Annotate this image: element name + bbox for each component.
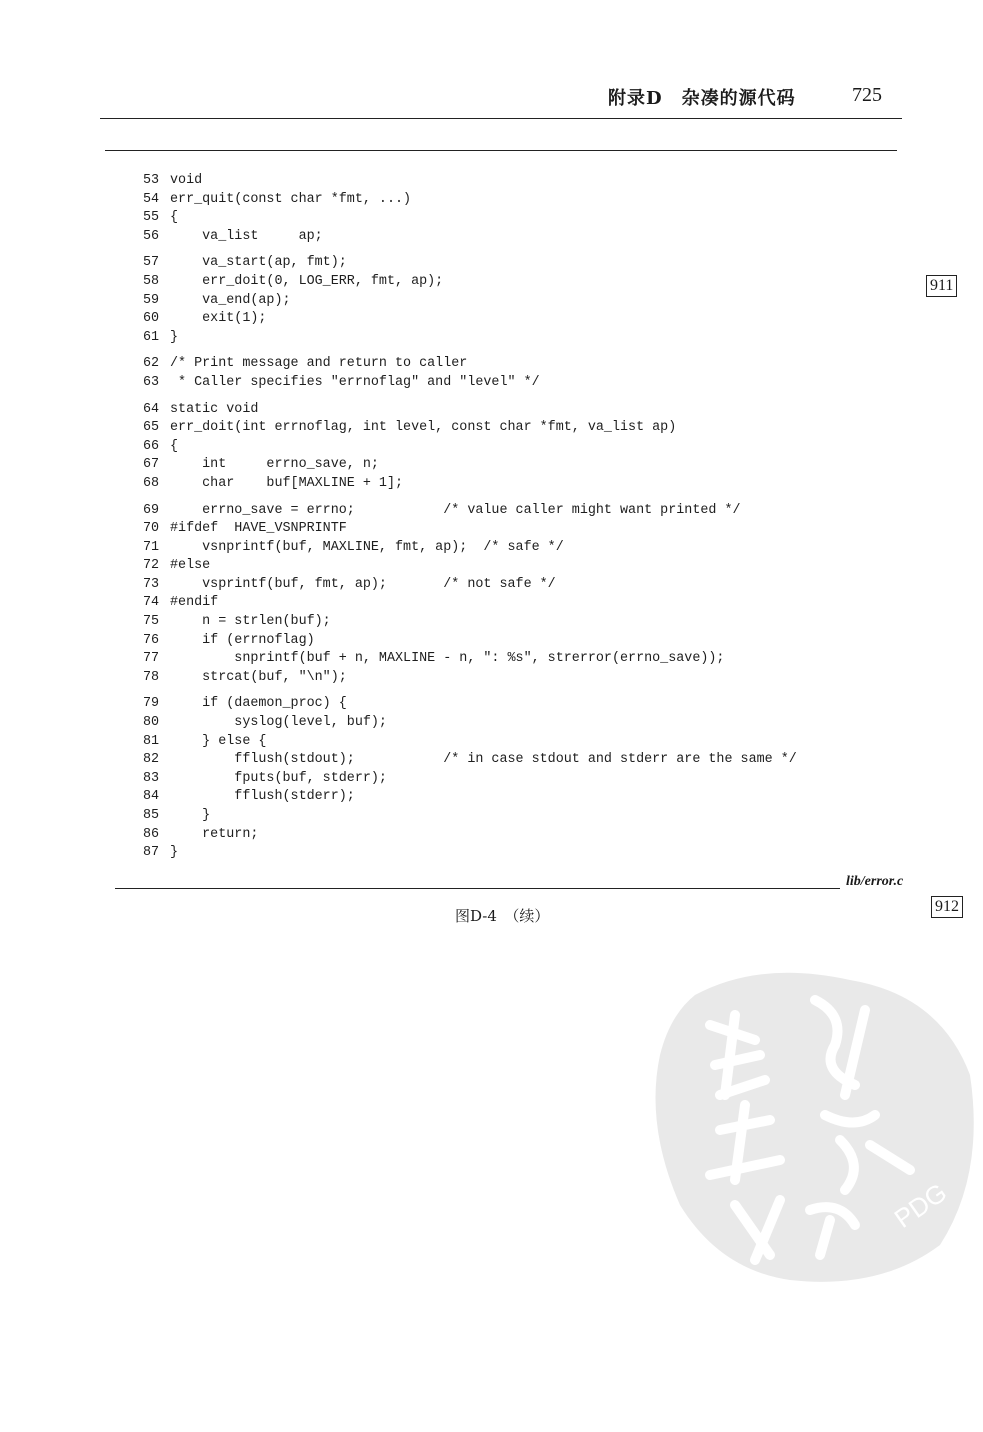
code-line <box>143 520 797 539</box>
code-line <box>143 355 797 374</box>
code-line <box>143 788 797 807</box>
code-line <box>143 254 797 273</box>
code-line <box>143 669 797 688</box>
line-number: 73 <box>143 576 160 592</box>
line-number: 77 <box>143 651 160 667</box>
code-line <box>143 438 797 457</box>
code-line <box>143 273 797 292</box>
line-number: 55 <box>143 210 160 226</box>
code-text: vsnprintf(buf, MAXLINE, fmt, ap); /* safe */ <box>170 539 564 555</box>
line-number: 54 <box>143 191 160 207</box>
code-line <box>143 329 797 348</box>
line-number: 59 <box>143 292 160 308</box>
margin-page-ref: 911 <box>926 275 957 297</box>
code-text: return; <box>170 826 259 842</box>
code-text: } <box>170 329 179 345</box>
watermark-text: PDG <box>888 1176 953 1234</box>
code-text: * Caller specifies "errnoflag" and "level" */ <box>170 374 540 390</box>
header-rule <box>100 118 902 119</box>
code-text: char buf[MAXLINE + 1]; <box>170 475 404 491</box>
code-text: if (daemon_proc) { <box>170 696 347 712</box>
code-text: static void <box>170 401 259 417</box>
code-text: va_end(ap); <box>170 292 291 308</box>
code-line <box>143 826 797 845</box>
code-text: fflush(stderr); <box>170 789 355 805</box>
line-number: 67 <box>143 457 160 473</box>
code-text: } <box>170 845 179 861</box>
line-number: 86 <box>143 826 160 842</box>
code-line <box>143 695 797 714</box>
line-number: 72 <box>143 558 160 574</box>
line-number: 60 <box>143 311 160 327</box>
line-number: 87 <box>143 845 160 861</box>
code-line <box>143 733 797 752</box>
code-line <box>143 844 797 863</box>
line-number: 64 <box>143 401 160 417</box>
line-number: 69 <box>143 502 160 518</box>
code-text: snprintf(buf + n, MAXLINE - n, ": %s", strerror(errno_save)); <box>170 651 725 667</box>
code-line <box>143 475 797 494</box>
line-number: 76 <box>143 632 160 648</box>
line-number: 70 <box>143 521 160 537</box>
code-text: va_list ap; <box>170 228 323 244</box>
line-number: 75 <box>143 614 160 630</box>
code-text: errno_save = errno; /* value caller might want printed */ <box>170 502 741 518</box>
code-top-rule <box>105 150 897 151</box>
line-number: 61 <box>143 329 160 345</box>
code-line <box>143 613 797 632</box>
code-text: #endif <box>170 595 219 611</box>
line-number: 71 <box>143 539 160 555</box>
code-line <box>143 576 797 595</box>
code-text: err_doit(0, LOG_ERR, fmt, ap); <box>170 273 444 289</box>
line-number: 66 <box>143 438 160 454</box>
file-label: lib/error.c <box>846 874 904 889</box>
line-number: 62 <box>143 356 160 372</box>
code-bottom-rule <box>115 888 840 889</box>
line-number: 78 <box>143 669 160 685</box>
line-number: 83 <box>143 770 160 786</box>
line-number: 58 <box>143 273 160 289</box>
line-number: 63 <box>143 374 160 390</box>
code-line <box>143 539 797 558</box>
margin-page-ref: 912 <box>931 896 963 918</box>
line-number: 53 <box>143 173 160 188</box>
code-text: if (errnoflag) <box>170 632 315 648</box>
watermark-seal <box>640 955 980 1290</box>
code-line <box>143 456 797 475</box>
line-number: 56 <box>143 228 160 244</box>
code-text: fputs(buf, stderr); <box>170 770 387 786</box>
code-text: #ifdef HAVE_VSNPRINTF <box>170 521 347 537</box>
code-line <box>143 714 797 733</box>
code-line <box>143 594 797 613</box>
code-text: n = strlen(buf); <box>170 614 331 630</box>
code-line <box>143 292 797 311</box>
code-line <box>143 209 797 228</box>
code-text: strcat(buf, "\n"); <box>170 669 347 685</box>
code-text: syslog(level, buf); <box>170 715 387 731</box>
code-line <box>143 419 797 438</box>
code-line <box>143 191 797 210</box>
code-line <box>143 310 797 329</box>
code-text: exit(1); <box>170 311 267 327</box>
code-text: int errno_save, n; <box>170 457 379 473</box>
line-number: 74 <box>143 595 160 611</box>
code-text: err_doit(int errnoflag, int level, const char *fmt, va_list ap) <box>170 420 677 436</box>
code-text: /* Print message and return to caller <box>170 356 468 372</box>
code-line <box>143 632 797 651</box>
code-line <box>143 228 797 247</box>
line-number: 85 <box>143 808 160 823</box>
line-number: 65 <box>143 420 160 436</box>
code-text: { <box>170 210 179 226</box>
figure-caption: 图D-4 （续） <box>455 907 550 925</box>
code-line <box>143 374 797 393</box>
line-number: 82 <box>143 752 160 768</box>
code-text: { <box>170 438 179 454</box>
code-text: err_quit(const char *fmt, ...) <box>170 191 412 207</box>
code-text: } else { <box>170 733 267 749</box>
line-number: 79 <box>143 696 160 712</box>
line-number: 84 <box>143 789 160 805</box>
code-line <box>143 770 797 789</box>
code-text: } <box>170 808 211 823</box>
page-number: 725 <box>852 84 882 106</box>
line-number: 81 <box>143 733 160 749</box>
line-number: 57 <box>143 255 160 271</box>
running-header: 附录D 杂凑的源代码 <box>608 88 796 109</box>
code-line <box>143 172 797 191</box>
line-number: 80 <box>143 715 160 731</box>
line-number: 68 <box>143 475 160 491</box>
code-line <box>143 557 797 576</box>
code-line <box>143 650 797 669</box>
code-text: void <box>170 173 203 188</box>
code-text: fflush(stdout); /* in case stdout and stderr are the same */ <box>170 752 797 768</box>
code-text: vsprintf(buf, fmt, ap); /* not safe */ <box>170 576 556 592</box>
code-line <box>143 751 797 770</box>
code-listing <box>143 172 797 863</box>
code-line <box>143 807 797 826</box>
code-line <box>143 401 797 420</box>
code-line <box>143 502 797 521</box>
code-text: #else <box>170 558 211 574</box>
code-text: va_start(ap, fmt); <box>170 255 347 271</box>
